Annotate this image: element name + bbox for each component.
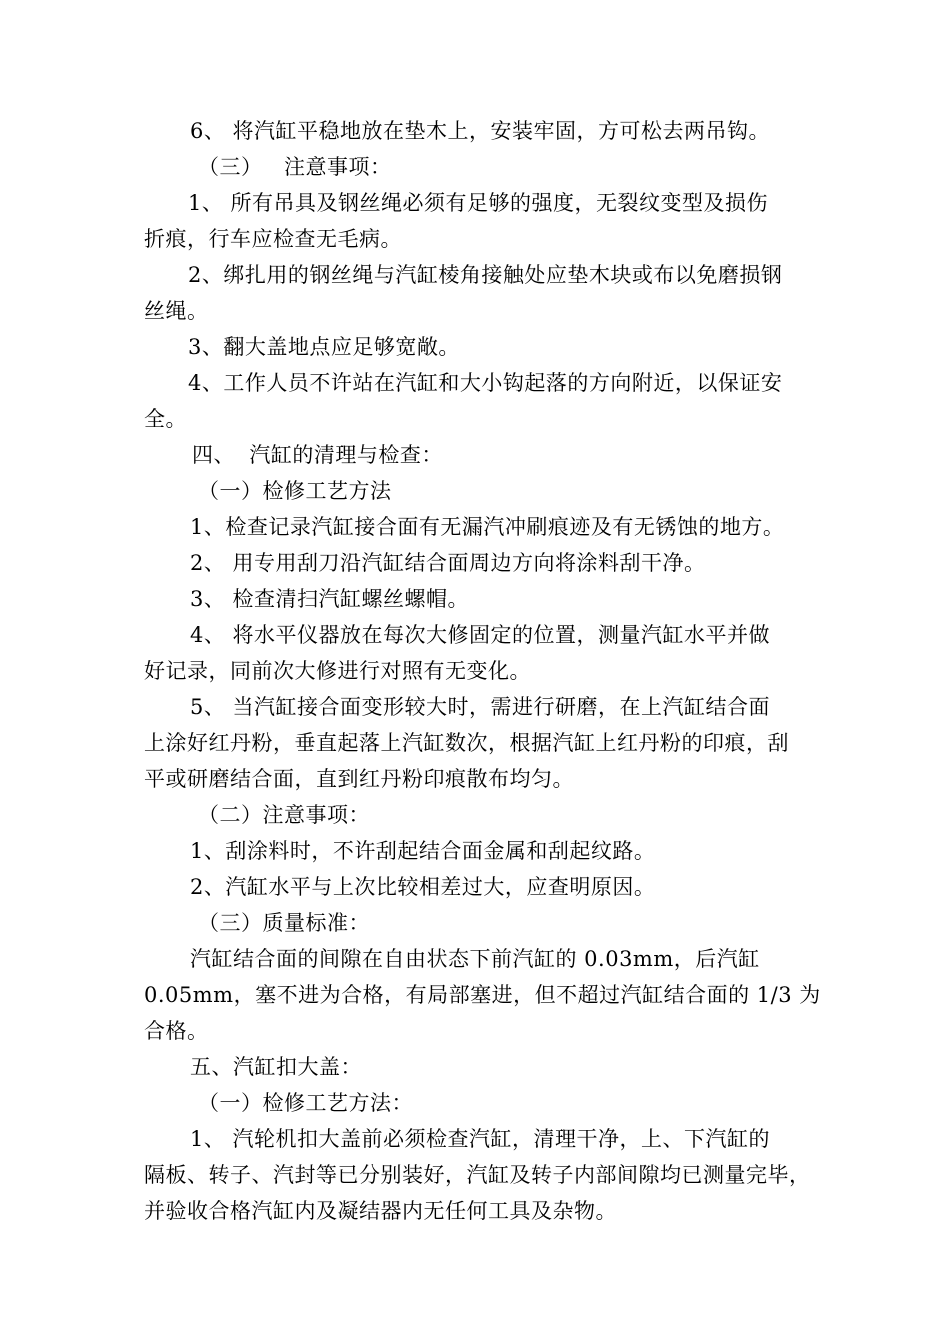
text-line: 折痕，行车应检查无毛病。 [144, 227, 402, 251]
text-line: 3、 检查清扫汽缸螺丝螺帽。 [190, 587, 470, 611]
text-line: 平或研磨结合面，直到红丹粉印痕散布均匀。 [144, 767, 574, 791]
section-heading: 五、汽缸扣大盖： [190, 1055, 362, 1079]
text-line: 汽缸结合面的间隙在自由状态下前汽缸的 0.03mm，后汽缸 [190, 947, 760, 971]
section-heading: （一）检修工艺方法： [198, 1091, 413, 1115]
text-line: 1、刮涂料时，不许刮起结合面金属和刮起纹路。 [190, 839, 656, 863]
section-heading: （三）质量标准： [198, 911, 370, 935]
text-line: 3、翻大盖地点应足够宽敞。 [188, 335, 460, 359]
text-line: 1、 所有吊具及钢丝绳必须有足够的强度，无裂纹变型及损伤 [188, 191, 769, 215]
text-line: 合格。 [144, 1019, 209, 1043]
text-line: 0.05mm，塞不进为合格，有局部塞进，但不超过汽缸结合面的 1/3 为 [144, 983, 821, 1007]
text-line: 4、 将水平仪器放在每次大修固定的位置，测量汽缸水平并做 [190, 623, 771, 647]
text-line: 隔板、转子、汽封等已分别装好，汽缸及转子内部间隙均已测量完毕， [144, 1163, 811, 1187]
text-line: 5、 当汽缸接合面变形较大时，需进行研磨，在上汽缸结合面 [190, 695, 771, 719]
text-line: 4、工作人员不许站在汽缸和大小钩起落的方向附近，以保证安 [188, 371, 783, 395]
text-line: 2、绑扎用的钢丝绳与汽缸棱角接触处应垫木块或布以免磨损钢 [188, 263, 783, 287]
text-line: 上涂好红丹粉，垂直起落上汽缸数次，根据汽缸上红丹粉的印痕，刮 [144, 731, 789, 755]
text-line: 1、 汽轮机扣大盖前必须检查汽缸，清理干净，上、下汽缸的 [190, 1127, 771, 1151]
section-heading: （三） 注意事项： [198, 155, 392, 179]
text-line: 2、汽缸水平与上次比较相差过大，应查明原因。 [190, 875, 656, 899]
text-line: 2、 用专用刮刀沿汽缸结合面周边方向将涂料刮干净。 [190, 551, 706, 575]
text-line: 全。 [144, 407, 187, 431]
section-heading: 四、 汽缸的清理与检查： [192, 443, 443, 467]
section-heading: （一）检修工艺方法 [198, 479, 392, 503]
text-line: 丝绳。 [144, 299, 209, 323]
text-line: 好记录，同前次大修进行对照有无变化。 [144, 659, 531, 683]
section-heading: （二）注意事项： [198, 803, 370, 827]
text-line: 1、检查记录汽缸接合面有无漏汽冲刷痕迹及有无锈蚀的地方。 [190, 515, 785, 539]
text-line: 并验收合格汽缸内及凝结器内无任何工具及杂物。 [144, 1199, 617, 1223]
text-line: 6、 将汽缸平稳地放在垫木上，安装牢固，方可松去两吊钩。 [190, 119, 771, 143]
